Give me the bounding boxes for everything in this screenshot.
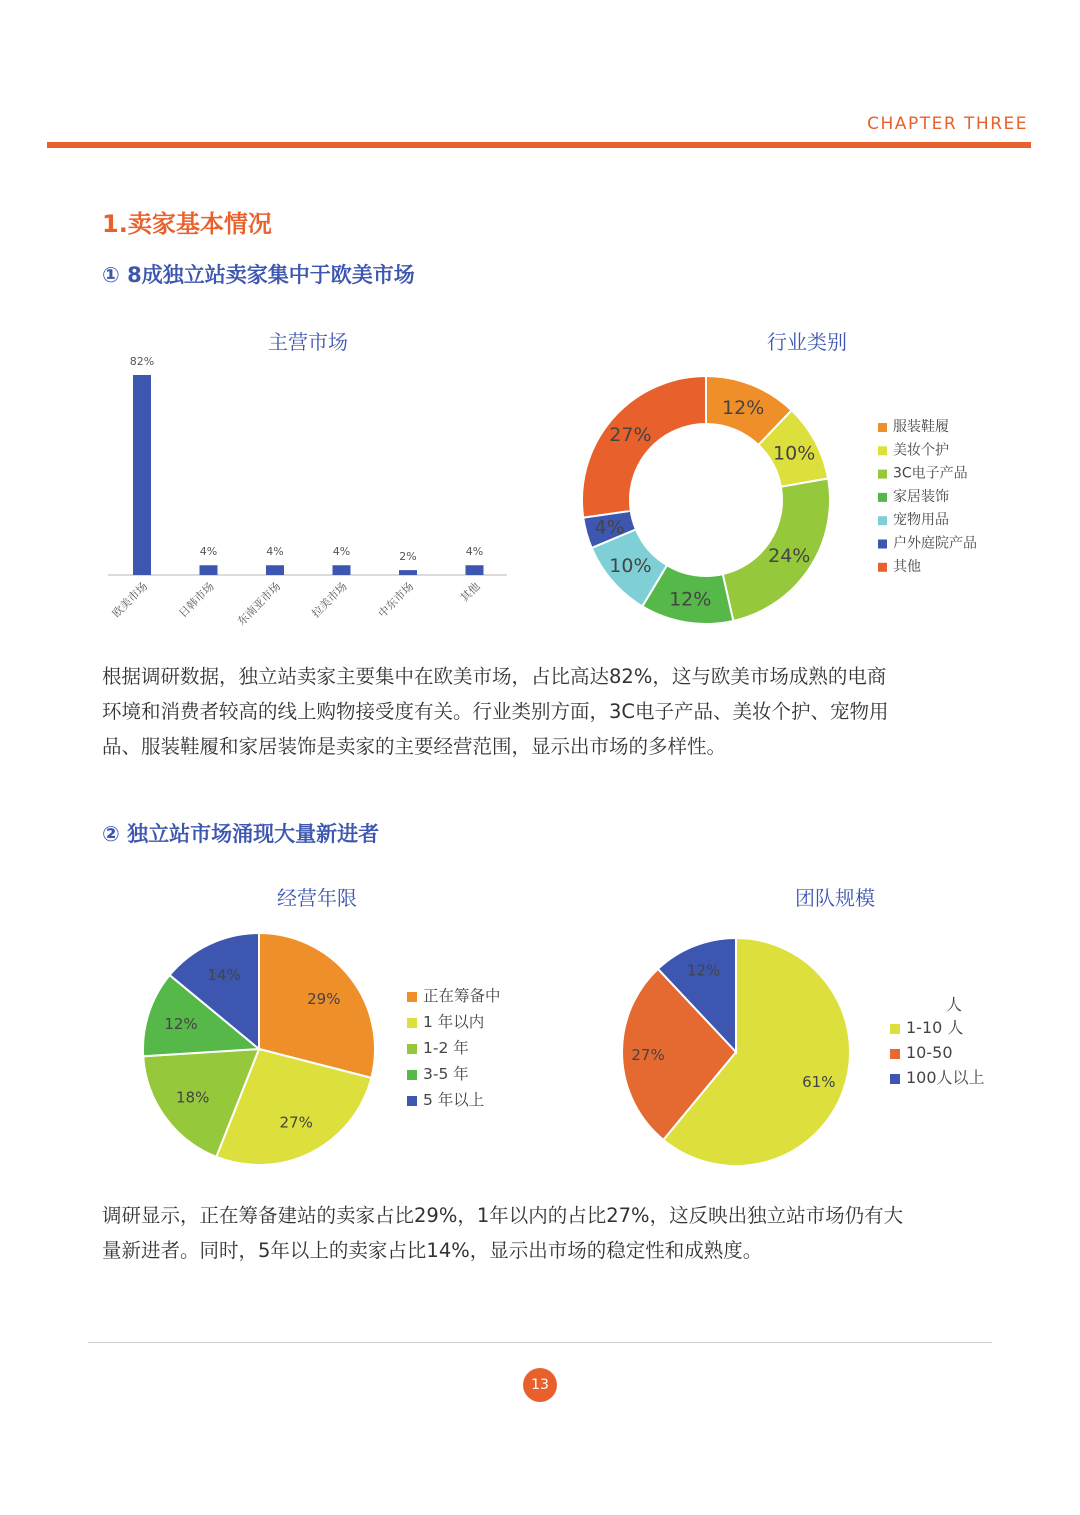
legend-label: 其他 <box>893 558 921 575</box>
bar-category-label: 中东市场 <box>375 579 417 621</box>
bar-category-label: 日韩市场 <box>176 579 217 621</box>
pie-value-label: 27% <box>609 424 652 447</box>
legend-swatch <box>890 1074 900 1084</box>
legend-swatch <box>407 1018 417 1028</box>
pie-value-label: 12% <box>722 396 765 419</box>
legend-label: 100人以上 <box>906 1068 985 1087</box>
team-pie-chart <box>610 925 1030 1175</box>
pie-value-label: 10% <box>773 442 816 465</box>
legend-note: 人 <box>946 995 963 1014</box>
bar-chart-title: 主营市场 <box>268 330 348 354</box>
legend-swatch <box>890 1024 900 1034</box>
legend-label: 美妆个护 <box>893 442 949 459</box>
pie-value-label: 27% <box>279 1113 313 1132</box>
pie-value-label: 61% <box>802 1073 836 1092</box>
para1-line3: 品、服装鞋履和家居装饰是卖家的主要经营范围，显示出市场的多样性。 <box>102 735 727 758</box>
subheading-newcomers: ② 独立站市场涌现大量新进者 <box>102 822 380 846</box>
bar-value-label: 4% <box>332 545 351 559</box>
bar-value-label: 4% <box>465 545 484 559</box>
bar-category-label: 其他 <box>457 579 483 605</box>
para2-line2: 量新进者。同时，5年以上的卖家占比14%，显示出市场的稳定性和成熟度。 <box>102 1239 763 1262</box>
bar-value-label: 4% <box>266 545 284 559</box>
bar-5 <box>399 570 417 575</box>
legend-label: 1-2 年 <box>423 1039 469 1057</box>
pie-value-label: 14% <box>207 966 241 985</box>
pie-value-label: 12% <box>164 1014 198 1033</box>
pie-value-label: 18% <box>175 1088 210 1107</box>
legend-swatch <box>878 563 887 572</box>
pie-value-label: 4% <box>594 516 625 539</box>
legend-swatch <box>890 1049 900 1059</box>
legend-label: 3-5 年 <box>423 1065 469 1083</box>
paragraph-newcomers <box>102 1198 982 1268</box>
para2-line1: 调研显示，正在筹备建站的卖家占比29%，1年以内的占比27%，这反映出独立站市场仍有大 <box>102 1204 904 1227</box>
legend-swatch <box>407 1070 417 1080</box>
bar-category-label: 拉美市场 <box>309 579 350 621</box>
legend-swatch <box>878 540 887 549</box>
pie-value-label: 12% <box>669 588 712 611</box>
subheading-market: ① 8成独立站卖家集中于欧美市场 <box>102 263 415 287</box>
legend-label: 5 年以上 <box>423 1091 485 1109</box>
legend-label: 3C电子产品 <box>893 465 968 482</box>
pie-value-label: 29% <box>307 989 341 1008</box>
years-pie-chart <box>130 925 540 1175</box>
industry-donut-chart <box>570 365 1030 635</box>
bar-category-label: 欧美市场 <box>109 579 151 621</box>
bar-1 <box>133 375 151 575</box>
bar-3 <box>266 565 284 575</box>
paragraph-market <box>102 659 982 764</box>
bar-6 <box>466 565 484 575</box>
para1-line1: 根据调研数据，独立站卖家主要集中在欧美市场，占比高达82%，这与欧美市场成熟的电商 <box>102 665 887 688</box>
legend-swatch <box>878 516 887 525</box>
header-rule <box>47 142 1031 148</box>
page-number: 13 <box>523 1368 557 1402</box>
legend-swatch <box>878 493 887 502</box>
legend-label: 10-50 <box>906 1043 953 1062</box>
donut-chart-title: 行业类别 <box>767 330 847 354</box>
market-bar-chart <box>90 345 530 645</box>
chapter-label: CHAPTER THREE <box>867 114 1028 134</box>
years-chart-title: 经营年限 <box>277 886 357 910</box>
legend-swatch <box>407 1044 417 1054</box>
bar-2 <box>200 565 218 575</box>
pie-value-label: 24% <box>768 545 811 568</box>
pie-value-label: 10% <box>609 555 652 578</box>
legend-swatch <box>878 446 887 455</box>
legend-label: 1-10 人 <box>906 1018 964 1037</box>
legend-label: 宠物用品 <box>893 512 949 529</box>
legend-label: 家居装饰 <box>893 488 949 505</box>
legend-swatch <box>407 992 417 1002</box>
legend-label: 服装鞋履 <box>893 419 949 435</box>
pie-slice-7 <box>582 376 706 518</box>
bar-value-label: 2% <box>399 550 417 564</box>
pie-value-label: 12% <box>686 961 721 980</box>
legend-label: 户外庭院产品 <box>893 535 977 552</box>
bar-4 <box>333 565 351 575</box>
bar-value-label: 4% <box>199 545 218 559</box>
footer-rule <box>88 1342 992 1343</box>
section-title: 1.卖家基本情况 <box>102 210 272 238</box>
legend-swatch <box>407 1096 417 1106</box>
legend-label: 1 年以内 <box>423 1013 485 1031</box>
legend-swatch <box>878 470 887 479</box>
para1-line2: 环境和消费者较高的线上购物接受度有关。行业类别方面，3C电子产品、美妆个护、宠物用 <box>102 700 889 723</box>
legend-label: 正在筹备中 <box>423 987 501 1005</box>
pie-value-label: 27% <box>631 1046 665 1065</box>
legend-swatch <box>878 423 887 432</box>
bar-category-label: 东南亚市场 <box>235 579 284 629</box>
bar-value-label: 82% <box>129 355 155 368</box>
team-chart-title: 团队规模 <box>795 886 875 910</box>
